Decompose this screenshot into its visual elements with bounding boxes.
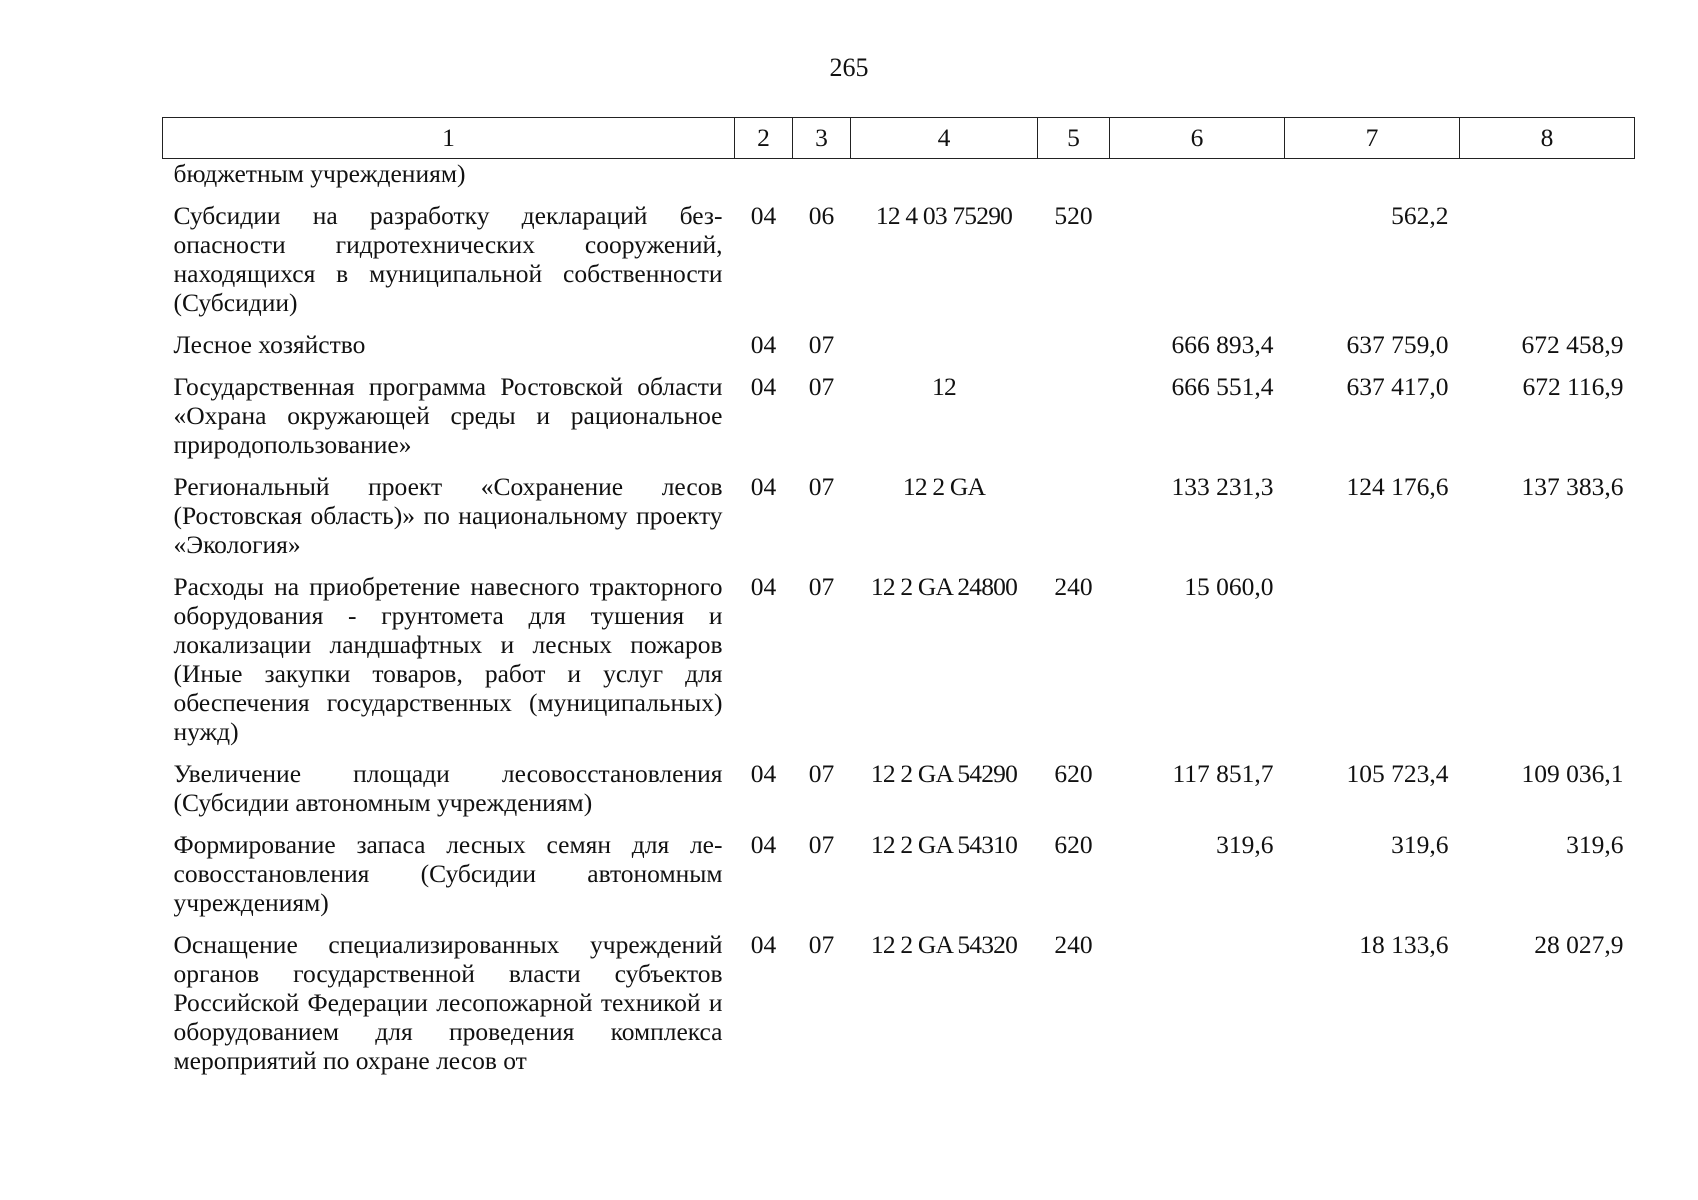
row-year-1: 133 231,3 <box>1171 472 1274 501</box>
table-row <box>163 201 1635 317</box>
row-expense-type: 620 <box>1054 759 1093 788</box>
row-section: 04 <box>750 372 777 401</box>
row-name: Региональный проект «Сохранение лесов (Ростовская область)» по национальному проекту «Экология» <box>173 472 723 559</box>
row-name: бюджетным учреждениям) <box>173 159 466 188</box>
row-subsection: 07 <box>808 572 835 601</box>
row-name: Субсидии на разработку деклараций безопасности гидротехнических сооружений, находящихся в муниципальной собственности (Субсидии) <box>173 201 723 317</box>
row-target-article: 12 2 GA 24800 <box>870 572 1018 601</box>
row-target-article <box>851 330 1038 359</box>
row-spacer <box>163 917 1635 930</box>
row-name: Лесное хозяйство <box>173 330 366 359</box>
row-spacer-cell <box>163 459 1635 472</box>
row-section: 04 <box>750 201 777 230</box>
row-year-1 <box>1110 930 1285 1075</box>
row-spacer <box>163 359 1635 372</box>
row-year-2: 637 417,0 <box>1346 372 1449 401</box>
row-year-3 <box>1460 201 1635 317</box>
row-subsection: 07 <box>808 330 835 359</box>
row-target-article: 12 <box>932 372 956 401</box>
row-name: Увеличение площади лесовосстановления (Субсидии автономным учреждениям) <box>173 759 723 817</box>
row-spacer-cell <box>163 746 1635 759</box>
row-spacer <box>163 746 1635 759</box>
row-expense-type <box>1038 330 1110 359</box>
header-col-year-2: 7 <box>1285 118 1460 159</box>
row-name: Расходы на приобретение навесного тракторного оборудования - грунтомета для тушения и локализации ландшафтных и лесных пожаров (Иные закупки товаров, работ и услуг для обеспечения государственных (муниципальных) нужд) <box>173 572 723 746</box>
header-row <box>163 118 1635 159</box>
row-year-3: 137 383,6 <box>1521 472 1624 501</box>
row-expense-type: 620 <box>1054 830 1093 859</box>
row-expense-type <box>1038 159 1110 189</box>
table-row <box>163 330 1635 359</box>
row-target-article: 12 4 03 75290 <box>875 201 1013 230</box>
row-spacer <box>163 817 1635 830</box>
row-expense-type: 240 <box>1054 930 1093 959</box>
row-year-2: 18 133,6 <box>1359 930 1449 959</box>
row-year-1: 15 060,0 <box>1184 572 1274 601</box>
table-row <box>163 159 1635 189</box>
header-col-expense-type: 5 <box>1038 118 1110 159</box>
row-year-3: 28 027,9 <box>1534 930 1624 959</box>
row-spacer-cell <box>163 317 1635 330</box>
row-subsection: 07 <box>808 472 835 501</box>
row-subsection: 07 <box>808 759 835 788</box>
row-name: Формирование запаса лесных семян для лесовосстановления (Субсидии автономным учреждениям) <box>173 830 723 917</box>
row-year-2: 124 176,6 <box>1346 472 1449 501</box>
row-spacer <box>163 459 1635 472</box>
row-target-article: 12 2 GA 54290 <box>870 759 1018 788</box>
row-year-1: 117 851,7 <box>1172 759 1274 788</box>
row-year-1 <box>1110 159 1285 189</box>
row-year-2 <box>1285 572 1460 746</box>
header-col-subsection: 3 <box>793 118 851 159</box>
row-target-article <box>851 159 1038 189</box>
row-target-article: 12 2 GA 54320 <box>870 930 1018 959</box>
row-spacer <box>163 559 1635 572</box>
row-spacer-cell <box>163 917 1635 930</box>
table-row <box>163 759 1635 817</box>
row-subsection: 06 <box>808 201 835 230</box>
row-section: 04 <box>750 759 777 788</box>
row-subsection: 07 <box>808 830 835 859</box>
table-row <box>163 830 1635 917</box>
table-header <box>163 118 1635 159</box>
table-row <box>163 930 1635 1075</box>
row-year-1 <box>1110 201 1285 317</box>
row-year-2: 637 759,0 <box>1346 330 1449 359</box>
row-year-3 <box>1460 572 1635 746</box>
row-name: Оснащение специализированных учреждений органов государственной власти субъектов Российской Федерации лесопожарной техникой и оборудованием для проведения комплекса мероприятий по охране лесов от <box>173 930 723 1075</box>
row-section: 04 <box>750 472 777 501</box>
table-row <box>163 472 1635 559</box>
header-col-target-article: 4 <box>851 118 1038 159</box>
row-year-2: 319,6 <box>1391 830 1449 859</box>
table-body <box>163 159 1635 1076</box>
row-subsection: 07 <box>808 372 835 401</box>
row-year-3: 672 458,9 <box>1521 330 1624 359</box>
row-section: 04 <box>750 330 777 359</box>
row-year-3: 672 116,9 <box>1522 372 1624 401</box>
row-spacer-cell <box>163 817 1635 830</box>
table-row <box>163 372 1635 459</box>
row-year-3: 109 036,1 <box>1521 759 1624 788</box>
row-expense-type <box>1038 472 1110 559</box>
table-row <box>163 572 1635 746</box>
budget-table <box>162 117 1635 1075</box>
row-subsection: 07 <box>808 930 835 959</box>
row-spacer-cell <box>163 359 1635 372</box>
row-subsection <box>793 159 851 189</box>
row-expense-type: 520 <box>1054 201 1093 230</box>
row-spacer-cell <box>163 559 1635 572</box>
row-year-1: 666 551,4 <box>1171 372 1274 401</box>
row-section <box>735 159 793 189</box>
header-col-year-1: 6 <box>1110 118 1285 159</box>
row-section: 04 <box>750 572 777 601</box>
row-section: 04 <box>750 830 777 859</box>
header-col-year-3: 8 <box>1460 118 1635 159</box>
row-name: Государственная программа Ростовской области «Охрана окружающей среды и рациональное природопользование» <box>173 372 723 459</box>
row-year-3: 319,6 <box>1566 830 1624 859</box>
row-section: 04 <box>750 930 777 959</box>
row-year-2: 562,2 <box>1391 201 1449 230</box>
row-spacer-cell <box>163 188 1635 201</box>
row-spacer <box>163 317 1635 330</box>
row-expense-type: 240 <box>1054 572 1093 601</box>
row-year-1: 319,6 <box>1216 830 1274 859</box>
row-expense-type <box>1038 372 1110 459</box>
page-number: 265 <box>829 53 869 82</box>
row-target-article: 12 2 GA <box>902 472 986 501</box>
row-year-2: 105 723,4 <box>1346 759 1449 788</box>
row-year-2 <box>1285 159 1460 189</box>
header-col-section: 2 <box>735 118 793 159</box>
row-spacer <box>163 188 1635 201</box>
row-year-1: 666 893,4 <box>1171 330 1274 359</box>
row-target-article: 12 2 GA 54310 <box>870 830 1018 859</box>
row-year-3 <box>1460 159 1635 189</box>
header-col-name: 1 <box>163 118 735 159</box>
